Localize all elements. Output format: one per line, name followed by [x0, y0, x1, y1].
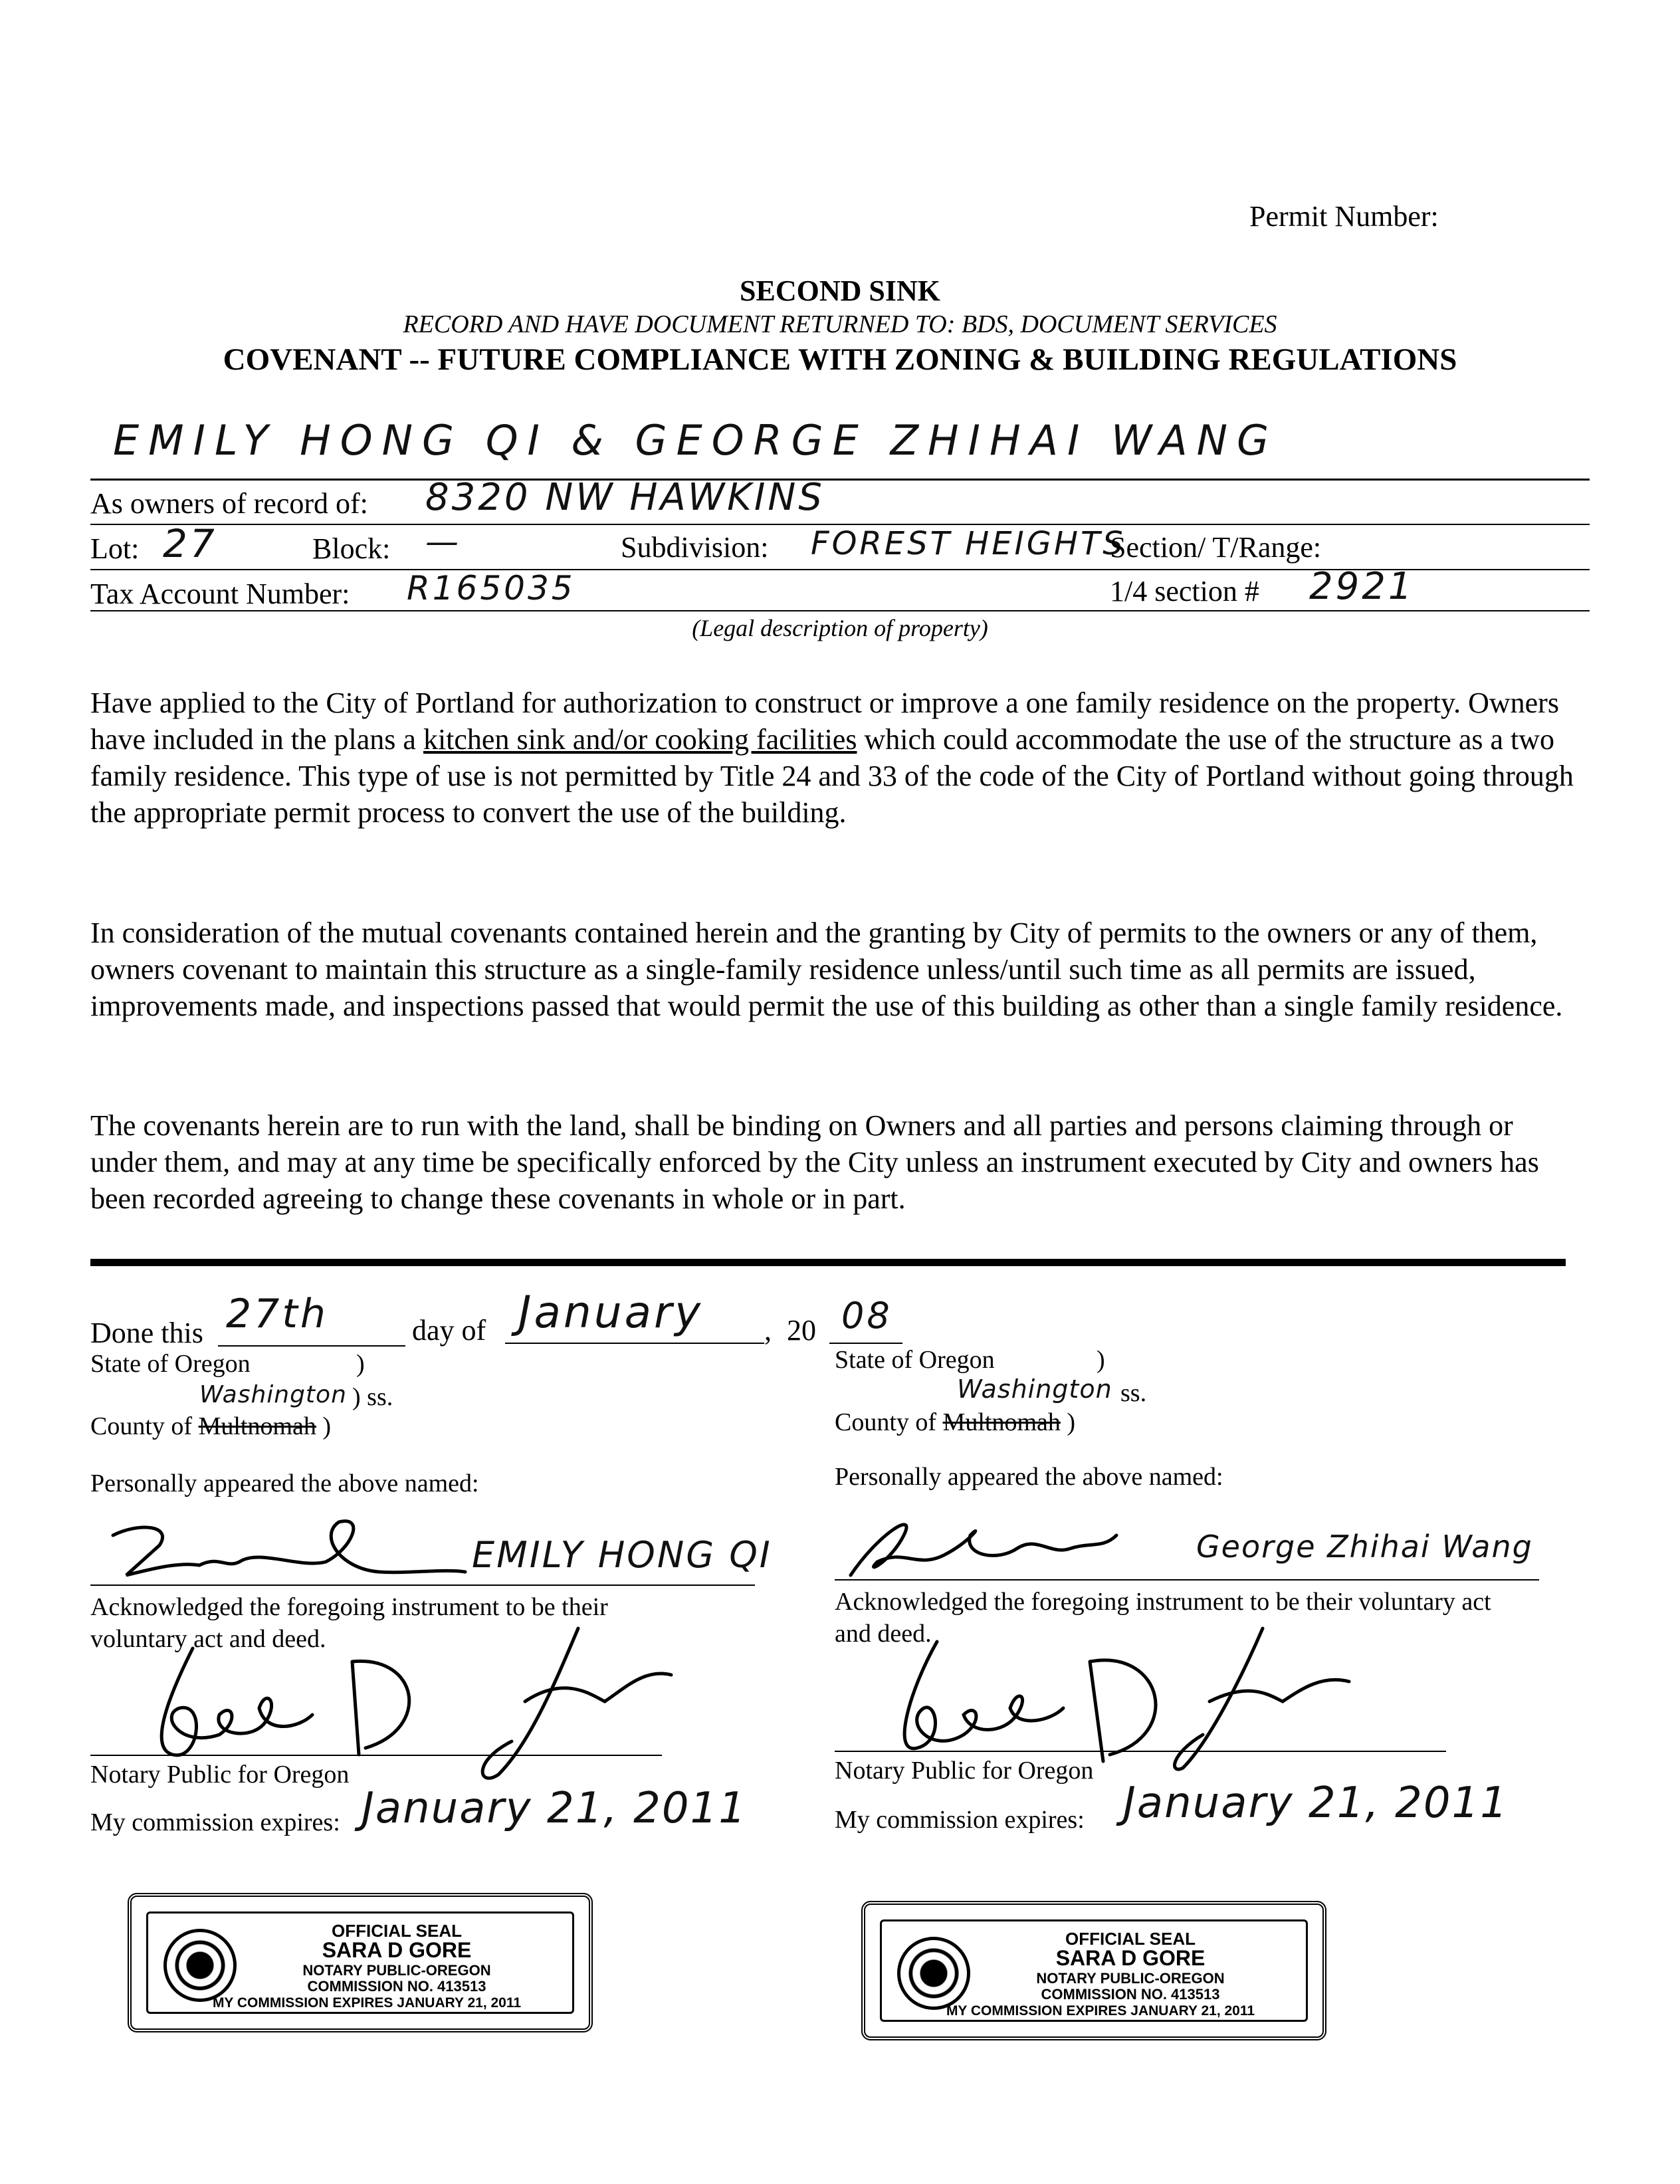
right-seal-line3: NOTARY PUBLIC-OREGON: [1036, 1970, 1225, 1987]
document-title: SECOND SINK: [740, 274, 940, 307]
right-appeared-label: Personally appeared the above named:: [835, 1463, 1223, 1491]
subdivision-value: FOREST HEIGHTS: [811, 525, 1126, 562]
permit-number-label: Permit Number:: [1249, 200, 1439, 233]
right-county-line: [835, 1408, 1075, 1437]
paragraph-authorization-end: which could accommodate the use of the structure as a two family residence. This type of use is not permitted by Title 24 and 33 of the code of the City of Portland without going through the appropriate permit process to convert the use of the building.: [90, 723, 1574, 829]
right-notary-label: Notary Public for Oregon: [835, 1757, 1094, 1785]
left-state-label: State of Oregon: [90, 1350, 251, 1378]
left-seal-line1: OFFICIAL SEAL: [332, 1921, 462, 1941]
year-value: 08: [841, 1295, 892, 1337]
left-county-handwritten: Washington: [199, 1381, 347, 1408]
right-ss-label: ss.: [1120, 1379, 1147, 1407]
block-label: Block:: [312, 532, 391, 565]
right-signature-line: [835, 1579, 1539, 1581]
right-county-label: County of: [835, 1408, 937, 1436]
owners-of-record-label: As owners of record of:: [90, 487, 368, 520]
left-seal-line3: NOTARY PUBLIC-OREGON: [302, 1962, 491, 1979]
paragraph-authorization: [90, 685, 1586, 831]
left-county-line: [90, 1412, 331, 1441]
left-state-paren: ): [356, 1350, 365, 1378]
left-county-close: ): [322, 1412, 332, 1440]
left-seal-line2: SARA D GORE: [322, 1938, 472, 1962]
left-seal-line4: COMMISSION NO. 413513: [307, 1978, 486, 1995]
paragraph-authorization-start: Have applied to the City of Portland for authorization to construct or improve a one family residence on the property. Owners have included in the plans a: [90, 687, 1559, 756]
left-official-seal: [128, 1893, 593, 2032]
right-named-person: George Zhihai Wang: [1196, 1529, 1533, 1565]
right-commission-label: My commission expires:: [835, 1806, 1085, 1834]
right-county-handwritten: Washington: [957, 1374, 1112, 1404]
block-value: —: [425, 522, 461, 561]
left-notary-signature: [100, 1622, 698, 1781]
left-county-struck: Multnomah: [198, 1412, 316, 1440]
left-commission-label: My commission expires:: [90, 1808, 340, 1836]
paragraph-consideration: [90, 915, 1586, 1024]
month-value: January: [518, 1287, 704, 1338]
thick-section-divider: [90, 1259, 1566, 1266]
section-range-label: Section/ T/Range:: [1110, 531, 1322, 564]
owners-divider: [90, 479, 1590, 481]
left-owner-signature: [100, 1509, 472, 1595]
left-named-person: EMILY HONG QI: [472, 1534, 772, 1576]
owners-names-handwritten: EMILY HONG QI & GEORGE ZHIHAI WANG: [113, 416, 1279, 465]
left-county-label: County of: [90, 1412, 193, 1440]
right-commission-value: January 21, 2011: [1123, 1779, 1509, 1828]
left-appeared-label: Personally appeared the above named:: [90, 1470, 479, 1497]
subdivision-label: Subdivision:: [621, 531, 769, 564]
left-commission-value: January 21, 2011: [362, 1784, 747, 1833]
right-seal-line4: COMMISSION NO. 413513: [1041, 1986, 1220, 2003]
day-of-label: day of: [412, 1314, 486, 1347]
paragraph-consideration-text: In consideration of the mutual covenants contained herein and the granting by City of permits to the owners or any of them, owners covenant to maintain this structure as a single-family residence unless/until such time as all permits are issued, improvements made, and inspections passed that would permit the use of this building as other than a single family residence.: [90, 917, 1563, 1022]
owners-of-record-value: 8320 NW HAWKINS: [425, 476, 825, 519]
right-notary-line: [835, 1751, 1446, 1752]
comma-sep: ,: [764, 1314, 772, 1347]
day-value: 27th: [226, 1291, 328, 1337]
tax-divider: [90, 610, 1590, 611]
day-underline: [218, 1345, 405, 1347]
legal-description-caption: (Legal description of property): [692, 615, 988, 641]
paragraph-covenants-run: [90, 1107, 1586, 1217]
month-underline: [505, 1343, 764, 1344]
right-state-label: State of Oregon: [835, 1346, 995, 1374]
left-seal-line5: MY COMMISSION EXPIRES JANUARY 21, 2011: [212, 1995, 522, 2011]
left-signature-line: [90, 1584, 755, 1586]
paragraph-covenants-run-text: The covenants herein are to run with the land, shall be binding on Owners and all parties and persons claiming through or under them, and may at any time be specifically enforced by the City unless an instrument executed by City and owners has been recorded agreeing to change these covenants in whole or in part.: [90, 1109, 1539, 1215]
year-underline: [829, 1343, 902, 1344]
tax-account-value: R165035: [407, 569, 576, 607]
covenant-subtitle: COVENANT -- FUTURE COMPLIANCE WITH ZONING & BUILDING REGULATIONS: [223, 342, 1457, 377]
tax-account-label: Tax Account Number:: [90, 578, 350, 610]
right-county-struck: Multnomah: [942, 1408, 1061, 1436]
left-ss-label: ) ss.: [352, 1383, 393, 1411]
right-seal-line2: SARA D GORE: [1055, 1946, 1206, 1970]
right-official-seal: [861, 1901, 1326, 2040]
left-notary-label: Notary Public for Oregon: [90, 1761, 350, 1789]
left-acknowledged-text: Acknowledged the foregoing instrument to be their voluntary act and deed.: [90, 1593, 608, 1653]
quarter-section-value: 2921: [1309, 565, 1415, 608]
done-this-label: Done this: [90, 1317, 203, 1349]
right-seal-line5: MY COMMISSION EXPIRES JANUARY 21, 2011: [946, 2003, 1255, 2019]
quarter-section-label: 1/4 section #: [1110, 575, 1259, 607]
lot-label: Lot:: [90, 532, 140, 565]
right-county-close: ): [1067, 1408, 1076, 1436]
right-owner-signature: [837, 1509, 1183, 1588]
kitchen-sink-underlined-text: kitchen sink and/or cooking facilities: [423, 723, 857, 756]
left-notary-line: [90, 1755, 662, 1756]
year-prefix: 20: [787, 1314, 816, 1347]
right-state-paren: ): [1097, 1346, 1105, 1374]
return-instructions: RECORD AND HAVE DOCUMENT RETURNED TO: BDS, DOCUMENT SERVICES: [403, 310, 1277, 338]
right-seal-line1: OFFICIAL SEAL: [1065, 1929, 1196, 1949]
lot-value: 27: [163, 521, 217, 566]
right-acknowledged-text: Acknowledged the foregoing instrument to be their voluntary act and deed.: [835, 1588, 1491, 1648]
